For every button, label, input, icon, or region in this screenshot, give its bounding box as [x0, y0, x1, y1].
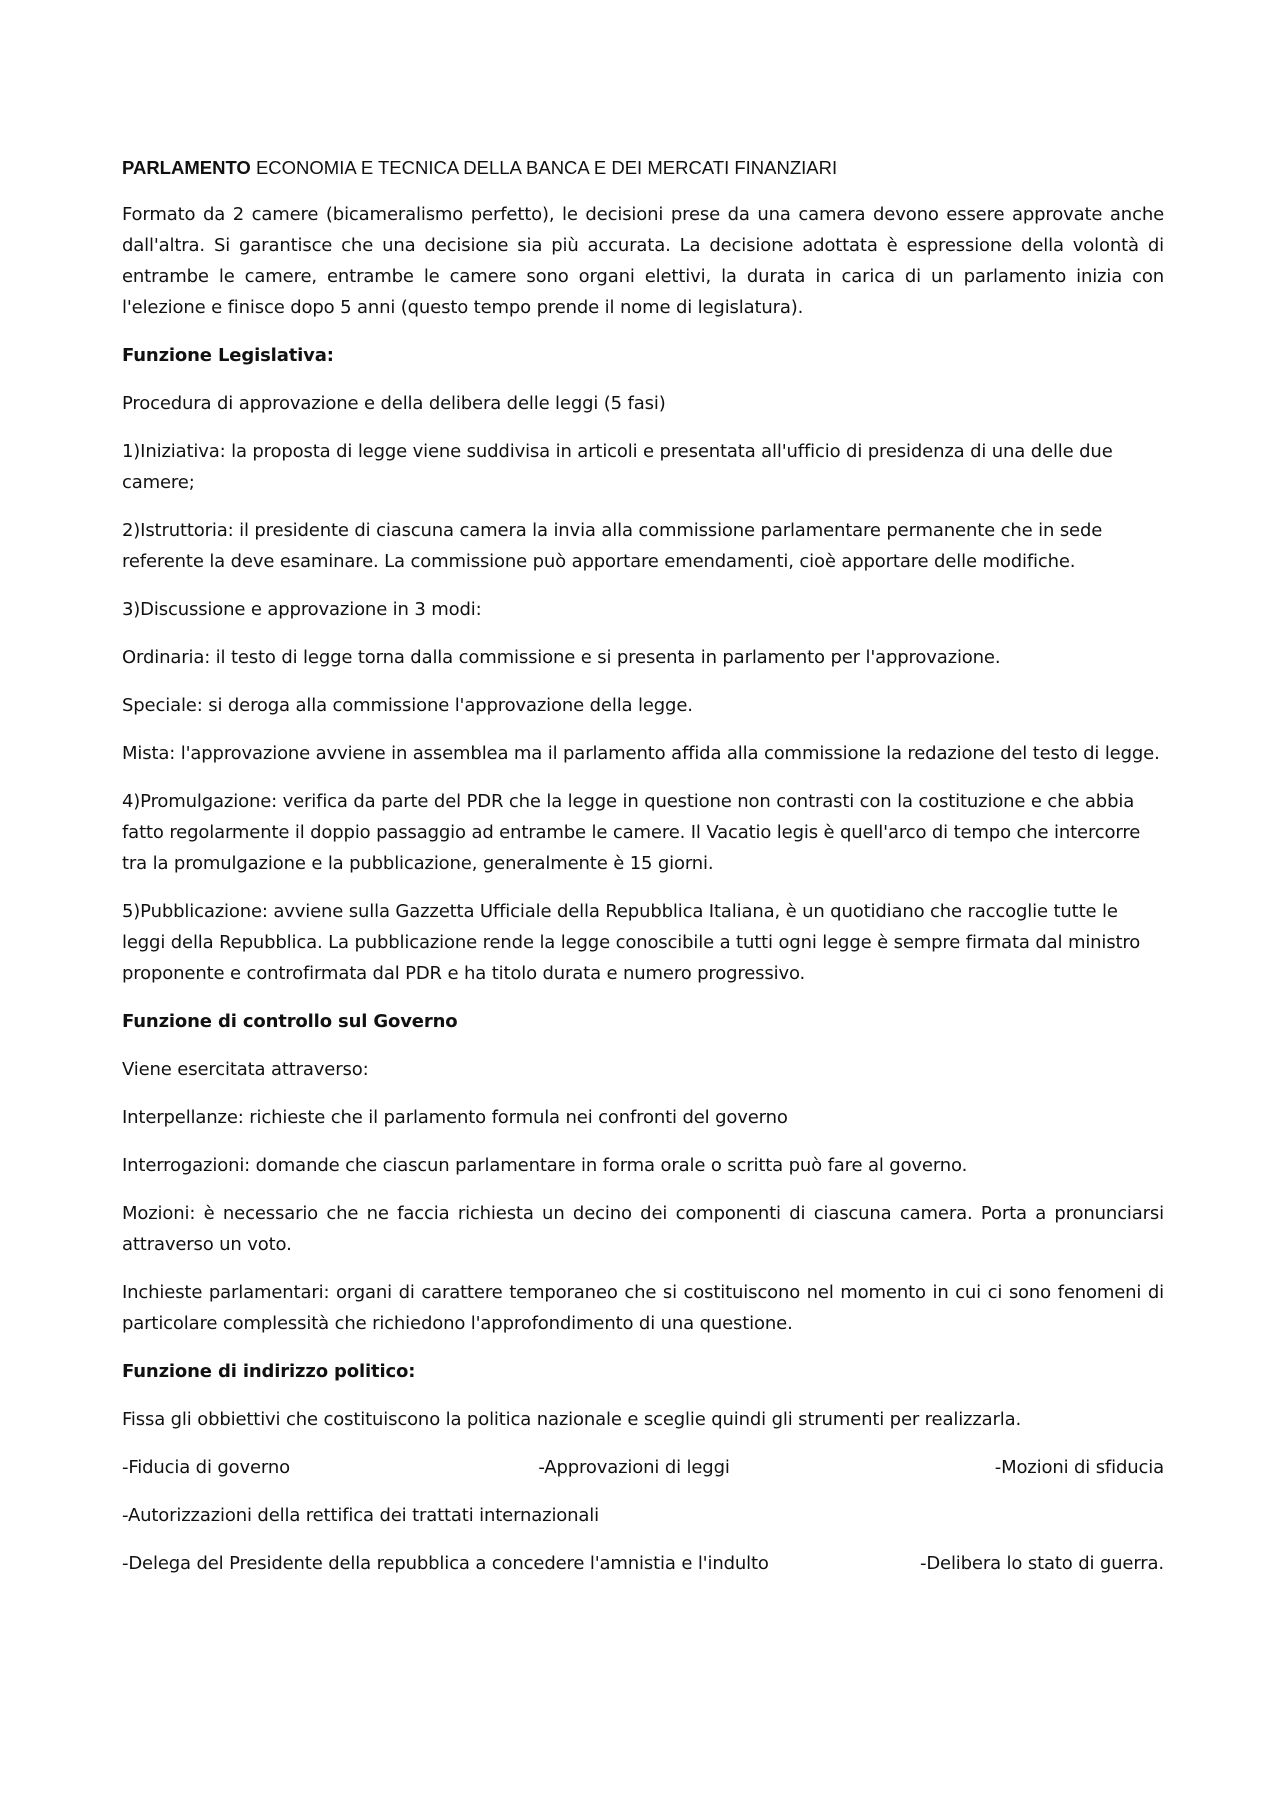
mode-ordinaria: Ordinaria: il testo di legge torna dalla commissione e si presenta in parlamento per l'approvazione.	[122, 647, 1001, 668]
procedure-paragraph: Procedura di approvazione e della delibera delle leggi (5 fasi)	[122, 393, 666, 414]
step-istruttoria: 2)Istruttoria: il presidente di ciascuna camera la invia alla commissione parlamentare permanente che in sede referente la deve esaminare. La commissione può apportare emendamenti, cioè apportare delle modifiche.	[122, 520, 1103, 572]
mode-mista: Mista: l'approvazione avviene in assemblea ma il parlamento affida alla commissione la redazione del testo di legge.	[122, 743, 1160, 764]
step-promulgazione: 4)Promulgazione: verifica da parte del PDR che la legge in questione non contrasti con la costituzione e che abbia fatto regolarmente il doppio passaggio ad entrambe le camere. Il Vacatio legis è quell'arco di tempo che intercorre tra la promulgazione e la pubblicazione, generalmente è 15 giorni.	[122, 791, 1141, 874]
item-approvazioni: -Approvazioni di leggi	[538, 1457, 730, 1478]
intro-paragraph: Formato da 2 camere (bicameralismo perfetto), le decisioni prese da una camera devono essere approvate anche dall'altra. Si garantisce che una decisione sia più accurata. La decisione adottata è espressione della volontà di entrambe le camere, entrambe le camere sono organi elettivi, la durata in carica di un parlamento inizia con l'elezione e finisce dopo 5 anni (questo tempo prende il nome di legislatura).	[122, 204, 1164, 318]
item-interpellanze: Interpellanze: richieste che il parlamento formula nei confronti del governo	[122, 1107, 788, 1128]
controllo-intro: Viene esercitata attraverso:	[122, 1059, 369, 1080]
indirizzo-row-3	[122, 1548, 1164, 1579]
indirizzo-row-1	[122, 1452, 1164, 1483]
section-heading-controllo: Funzione di controllo sul Governo	[122, 1011, 458, 1032]
item-sfiducia: -Mozioni di sfiducia	[994, 1457, 1164, 1478]
indirizzo-intro: Fissa gli obbiettivi che costituiscono la politica nazionale e sceglie quindi gli strumenti per realizzarla.	[122, 1409, 1022, 1430]
item-fiducia: -Fiducia di governo	[122, 1457, 290, 1478]
document-page	[122, 152, 1164, 1596]
item-interrogazioni: Interrogazioni: domande che ciascun parlamentare in forma orale o scritta può fare al governo.	[122, 1155, 968, 1176]
item-delega: -Delega del Presidente della repubblica a concedere l'amnistia e l'indulto	[122, 1553, 769, 1574]
document-title	[122, 152, 1164, 183]
item-mozioni: Mozioni: è necessario che ne faccia richiesta un decino dei componenti di ciascuna camera. Porta a pronunciarsi attraverso un voto.	[122, 1203, 1164, 1255]
item-trattati: -Autorizzazioni della rettifica dei trattati internazionali	[122, 1505, 600, 1526]
step-iniziativa: 1)Iniziativa: la proposta di legge viene suddivisa in articoli e presentata all'ufficio di presidenza di una delle due camere;	[122, 441, 1113, 493]
title-bold: PARLAMENTO	[122, 157, 251, 178]
section-heading-indirizzo: Funzione di indirizzo politico:	[122, 1361, 416, 1382]
mode-speciale: Speciale: si deroga alla commissione l'approvazione della legge.	[122, 695, 693, 716]
item-inchieste: Inchieste parlamentari: organi di carattere temporaneo che si costituiscono nel momento in cui ci sono fenomeni di particolare complessità che richiedono l'approfondimento di una questione.	[122, 1282, 1164, 1334]
step-pubblicazione: 5)Pubblicazione: avviene sulla Gazzetta Ufficiale della Repubblica Italiana, è un quotidiano che raccoglie tutte le leggi della Repubblica. La pubblicazione rende la legge conoscibile a tutti ogni legge è sempre firmata dal ministro proponente e controfirmata dal PDR e ha titolo durata e numero progressivo.	[122, 901, 1141, 984]
step-discussione: 3)Discussione e approvazione in 3 modi:	[122, 599, 482, 620]
item-guerra: -Delibera lo stato di guerra.	[919, 1553, 1164, 1574]
section-heading-legislativa: Funzione Legislativa:	[122, 345, 334, 366]
title-subject: ECONOMIA E TECNICA DELLA BANCA E DEI MERCATI FINANZIARI	[250, 157, 838, 178]
